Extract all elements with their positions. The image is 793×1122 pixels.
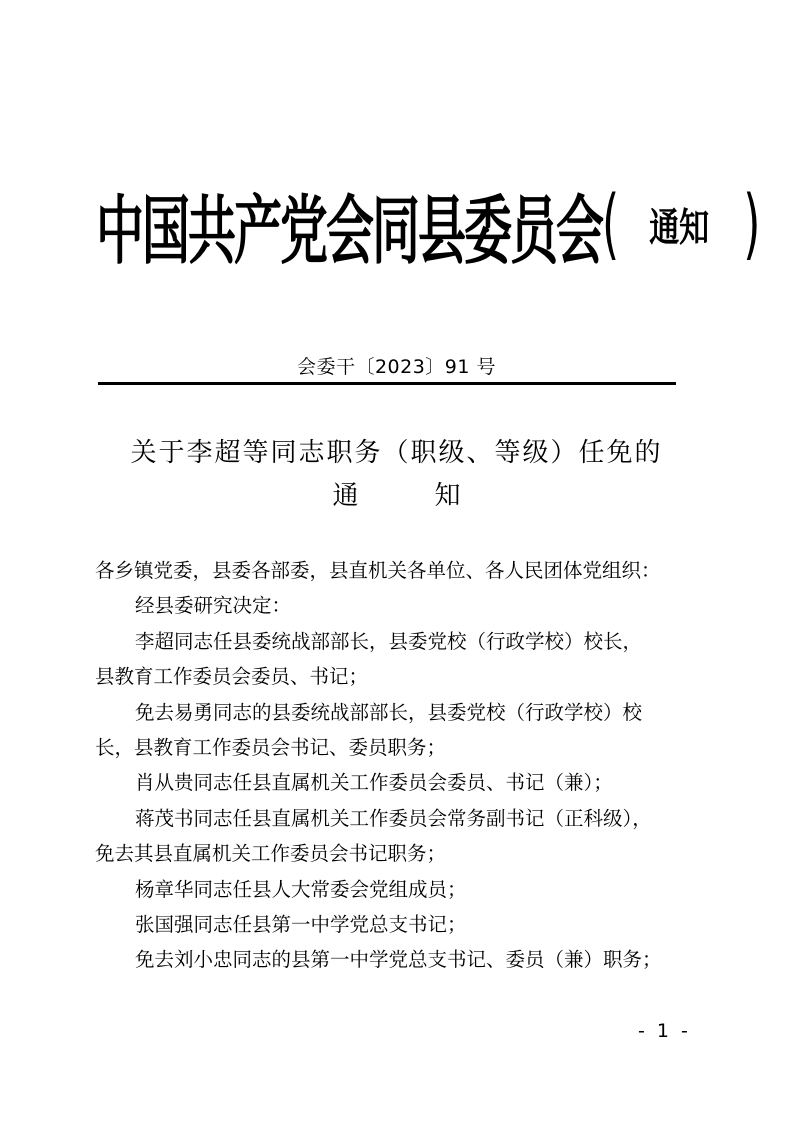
page-number: - 1 -	[638, 1020, 691, 1042]
body-paragraph: 经县委研究决定：	[135, 594, 292, 618]
body-paragraph: 张国强同志任县第一中学党总支书记；	[135, 913, 467, 937]
body-paragraph: 县教育工作委员会委员、书记；	[95, 665, 369, 689]
title-char-2: 知	[434, 481, 461, 511]
document-header	[96, 178, 761, 275]
body-paragraph: 李超同志任县委统战部部长，县委党校（行政学校）校长，	[135, 629, 643, 653]
title-char-1: 通	[332, 481, 359, 511]
body-paragraph: 杨章华同志任县人大常委会党组成员；	[135, 877, 467, 901]
issuing-organization: 中国共产党会同县委员会	[96, 187, 603, 275]
document-number: 会委干〔2023〕91 号	[296, 356, 497, 378]
body-paragraph: 免去易勇同志的县委统战部部长，县委党校（行政学校）校	[135, 700, 643, 724]
document-type: 通知	[649, 205, 710, 252]
body-paragraph: 免去其县直属机关工作委员会书记职务；	[95, 842, 447, 866]
body-paragraph: 免去刘小忠同志的县第一中学党总支书记、委员（兼）职务；	[135, 948, 662, 972]
body-paragraph: 蒋茂书同志任县直属机关工作委员会常务副书记（正科级），	[135, 806, 652, 830]
document-title-line2	[0, 475, 793, 512]
body-paragraph: 肖从贵同志任县直属机关工作委员会委员、书记（兼）；	[135, 771, 613, 795]
document-title-line1: 关于李超等同志职务（职级、等级）任免的	[130, 438, 663, 468]
header-paren-close: )	[743, 179, 761, 269]
header-paren-open: (	[602, 179, 620, 269]
body-paragraph: 长，县教育工作委员会书记、委员职务；	[95, 736, 447, 760]
document-body	[95, 553, 695, 978]
addressee: 各乡镇党委，县委各部委，县直机关各单位、各人民团体党组织：	[95, 559, 661, 582]
header-divider	[98, 382, 676, 385]
